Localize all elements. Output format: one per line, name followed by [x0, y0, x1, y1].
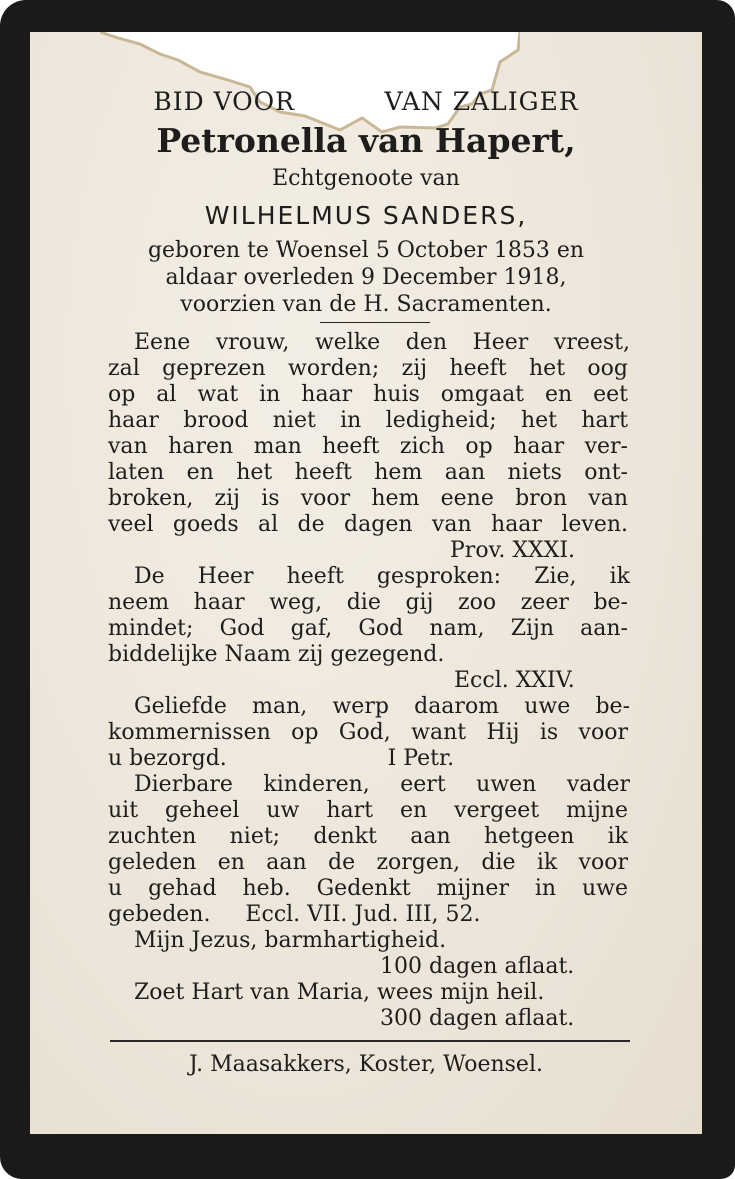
body-line: gebeden. Eccl. VII. Jud. III, 52.: [108, 902, 481, 927]
body-line: laten en het heeft hem aan niets ont-: [108, 460, 628, 485]
body-line: u bezorgd. I Petr.: [108, 746, 455, 771]
body-line: broken, zij is voor hem eene bron van: [108, 486, 628, 511]
body-line: Dierbare kinderen, eert uwen vader: [134, 772, 630, 797]
printer-credit: J. Maasakkers, Koster, Woensel.: [189, 1052, 543, 1077]
body-line: biddelijke Naam zij gezegend.: [108, 642, 445, 667]
body-line: zuchten niet; denkt aan hetgeen ik: [108, 824, 628, 849]
indulgence-line: 100 dagen aflaat.: [380, 954, 575, 979]
sacraments-line: voorzien van de H. Sacramenten.: [180, 292, 552, 317]
citation: Eccl. XXIV.: [454, 668, 575, 693]
indulgence-line: 300 dagen aflaat.: [380, 1006, 575, 1031]
birth-line: geboren te Woensel 5 October 1853 en: [147, 238, 585, 263]
body-line: geleden en aan de zorgen, die ik voor: [108, 850, 628, 875]
body-line: uit geheel uw hart en vergeet mijne: [108, 798, 628, 823]
short-divider: [320, 322, 430, 323]
footer-divider: [110, 1040, 630, 1042]
body-line: mindet; God gaf, God nam, Zijn aan-: [108, 616, 628, 641]
body-line: van haren man heeft zich op haar ver-: [108, 434, 628, 459]
death-line: aldaar overleden 9 December 1918,: [165, 265, 567, 290]
citation: Prov. XXXI.: [450, 538, 576, 563]
body-line: op al wat in haar huis omgaat en eet: [108, 382, 628, 407]
deceased-name: Petronella van Hapert,: [156, 121, 576, 160]
body-line: neem haar weg, die gij zoo zeer be-: [108, 590, 628, 615]
body-line: kommernissen op God, want Hij is voor: [108, 720, 628, 745]
prayer-line: Zoet Hart van Maria, wees mijn heil.: [134, 980, 545, 1005]
body-line: u gehad heb. Gedenkt mijner in uwe: [108, 876, 628, 901]
spouse-intro: Echtgenoote van: [272, 166, 460, 191]
body-line: haar brood niet in ledigheid; het hart: [108, 408, 628, 433]
body-line: zal geprezen worden; zij heeft het oog: [108, 356, 628, 381]
header-line-1: BID VOOR VAN ZALIGER: [153, 87, 579, 116]
prayer-line: Mijn Jezus, barmhartigheid.: [134, 928, 447, 953]
body-line: Geliefde man, werp daarom uwe be-: [134, 694, 630, 719]
memorial-card-paper: [30, 32, 702, 1134]
body-line: veel goeds al de dagen van haar leven.: [108, 512, 628, 537]
spouse-name: WILHELMUS SANDERS,: [204, 201, 528, 230]
body-line: De Heer heeft gesproken: Zie, ik: [134, 564, 630, 589]
body-line: Eene vrouw, welke den Heer vreest,: [134, 330, 630, 355]
